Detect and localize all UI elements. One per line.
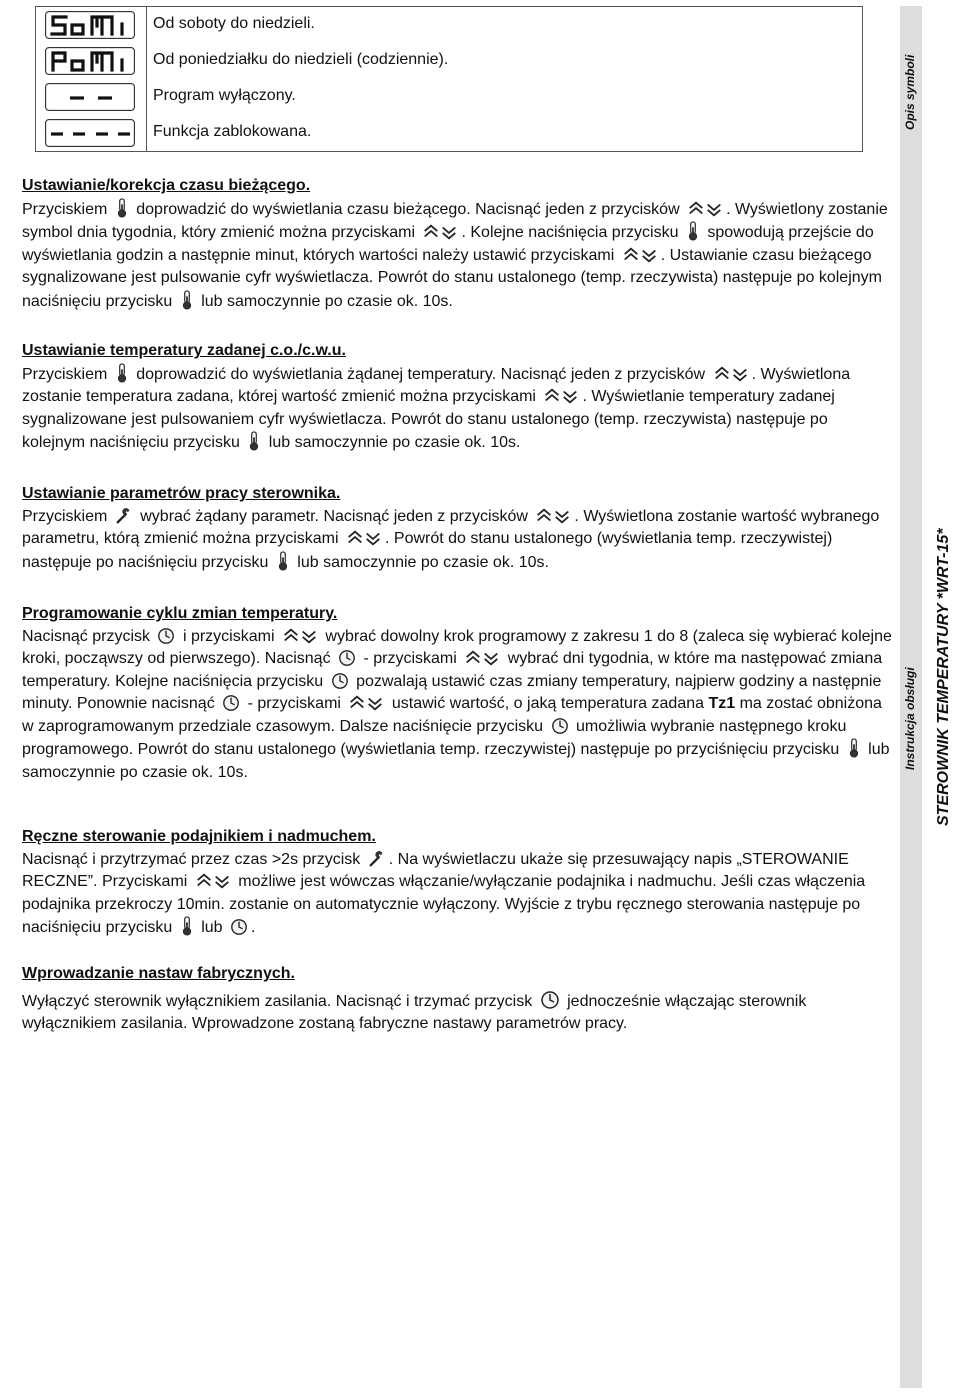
clock-icon (230, 918, 248, 936)
clock-icon (338, 649, 356, 667)
text: . Powrót do stanu ustalonego (wyświetlania temp. rzeczywistej) następuje po naciśnięciu przycisku (22, 530, 833, 571)
lcd-poni-display (45, 47, 135, 75)
text: lub samoczynnie po czasie ok. 10s. (22, 741, 890, 781)
lcd-dash-display (45, 83, 135, 111)
text: Przyciskiem (22, 507, 108, 525)
text: spowodują przejście do wyświetlania godzin a następnie minut, których wartości należy ustawić przyciskami (22, 224, 874, 264)
text: doprowadzić do wyświetlania żądanej temperatury. Nacisnąć jeden z przycisków (136, 365, 706, 383)
text: ma zostać obniżona w zaprogramowanym przedziale czasowym. Dalsze naciśnięcie przycisku (22, 695, 882, 735)
symbol-description: Program wyłączony. (153, 87, 296, 104)
text: . Wyświetlony zostanie symbol dnia tygodnia, który zmienić można przyciskami (22, 200, 888, 241)
symbol-description: Od poniedziałku do niedzieli (codziennie). (153, 51, 449, 68)
up-down-arrows-icon (282, 627, 318, 645)
wrench-icon (115, 507, 133, 525)
up-down-arrows-icon (422, 223, 458, 241)
lcd-cell (36, 115, 147, 151)
up-down-arrows-icon (346, 529, 382, 547)
text: . Wyświetlanie temperatury zadanej sygnalizowane jest pulsowaniem cyfr wyświetlacza. Powrót do stanu ustalonego (temp. rzeczywista) następuje po kolejnym naciśnięciu przycisku (22, 388, 835, 451)
text: . Na wyświetlaczu ukaże się przesuwający napis „STEROWANIE RECZNE”. Przyciskami (22, 850, 849, 890)
symbol-row (36, 115, 862, 151)
text: wybrać żądany parametr. Nacisnąć jeden z przycisków (140, 507, 528, 525)
manual-label: Instrukcja obsługi (903, 667, 917, 770)
section-label-symbols: Opis symboli (903, 54, 917, 130)
section-title: Wprowadzanie nastaw fabrycznych. (22, 965, 295, 982)
symbol-row (36, 7, 862, 43)
up-down-arrows-icon (464, 649, 500, 667)
up-down-arrows-icon (687, 200, 723, 218)
section-title: Ustawianie/korekcja czasu bieżącego. (22, 177, 311, 194)
section-title: Ustawianie temperatury zadanej c.o./c.w.u. (22, 342, 346, 359)
clock-icon (157, 627, 175, 645)
text: lub samoczynnie po czasie ok. 10s. (201, 292, 453, 310)
thermometer-icon (686, 221, 700, 241)
up-down-arrows-icon (622, 246, 658, 264)
thermometer-icon (847, 738, 861, 758)
text: - przyciskami (363, 650, 457, 667)
text: Przyciskiem (22, 365, 108, 383)
up-down-arrows-icon (348, 694, 384, 712)
thermometer-icon (276, 551, 290, 571)
section-set-temperature (22, 340, 892, 455)
section-title: Ustawianie parametrów pracy sterownika. (22, 485, 341, 502)
clock-icon (222, 694, 240, 712)
text: Nacisnąć i przytrzymać przez czas >2s przycisk (22, 850, 361, 868)
text: . Kolejne naciśnięcia przycisku (461, 224, 679, 241)
text: . Wyświetlona zostanie wartość wybranego parametru, którą zmienić można przyciskami (22, 507, 880, 547)
section-programming (22, 603, 892, 784)
thermometer-icon (115, 198, 129, 218)
lcd-cell (36, 7, 147, 43)
thermometer-icon (180, 290, 194, 310)
section-title: Programowanie cyklu zmian temperatury. (22, 605, 338, 622)
lcd-cell (36, 43, 147, 79)
clock-icon (540, 990, 560, 1010)
symbol-description: Funkcja zablokowana. (153, 123, 312, 140)
thermometer-icon (180, 916, 194, 936)
text: lub (201, 919, 223, 936)
text: i przyciskami (182, 627, 275, 645)
symbol-table (35, 6, 863, 152)
up-down-arrows-icon (195, 872, 231, 890)
section-manual-control (22, 826, 892, 940)
text: lub samoczynnie po czasie ok. 10s. (297, 553, 549, 571)
text: . Ustawianie czasu bieżącego sygnalizowane jest pulsowanie cyfr wyświetlacza. Powrót do stanu ustalonego (temp. rzeczywista) następuje po kolejnym naciśnięciu przycisku (22, 246, 882, 310)
text: umożliwia wybranie następnego kroku programowego. Powrót do stanu ustalonego (wyświetlania temp. rzeczywistej) następuje po przyciśnięciu przycisku (22, 717, 847, 758)
text: doprowadzić do wyświetlania czasu bieżącego. Nacisnąć jeden z przycisków (136, 200, 680, 218)
symbol-row (36, 43, 862, 79)
clock-icon (331, 672, 349, 690)
product-title: STEROWNIK TEMPERATURY *WRT-15* (935, 528, 952, 826)
text: Nacisnąć przycisk (22, 627, 151, 645)
text: Wyłączyć sterownik wyłącznikiem zasilania. Nacisnąć i trzymać przycisk (22, 992, 533, 1010)
text: ustawić wartość, o jaką temperatura zadana (391, 695, 705, 712)
text: możliwe jest wówczas włączanie/wyłączanie podajnika i nadmuchu. Jeśli czas włączenia podajnika przekroczy 10min. zostanie on automatycznie wyłączony. Wyjście z trybu ręcznego sterowania następuje po naciśnięciu przycisku (22, 873, 866, 936)
text: wybrać dowolny krok programowy z zakresu 1 do 8 (zaleca się wybierać kolejne kroki, począwszy od pierwszego). Nacisnąć (22, 627, 892, 667)
text: lub samoczynnie po czasie ok. 10s. (268, 434, 521, 451)
lcd-locked-display (45, 119, 135, 147)
text: wybrać dni tygodnia, w które ma następować zmiana temperatury. Kolejne naciśnięcia przycisku (22, 650, 883, 690)
clock-icon (551, 717, 569, 735)
thermometer-icon (247, 431, 261, 451)
up-down-arrows-icon (535, 507, 571, 525)
up-down-arrows-icon (543, 387, 579, 405)
text: . Wyświetlona zostanie temperatura zadana, której wartość zmienić można przyciskami (22, 365, 851, 405)
section-time-setting (22, 175, 892, 313)
text: jednocześnie włączając sterownik wyłącznikiem zasilania. Wprowadzone zostaną fabryczne nastawy parametrów pracy. (22, 992, 807, 1032)
text: - przyciskami (247, 695, 341, 712)
text: Przyciskiem (22, 200, 108, 218)
lcd-cell (36, 79, 147, 115)
section-title: Ręczne sterowanie podajnikiem i nadmuchem. (22, 828, 376, 845)
text: pozwalają ustawić czas zmiany temperatury, najpierw godziny a następnie minuty. Ponownie nacisnąć (22, 672, 882, 712)
section-parameters (22, 483, 892, 574)
section-factory-reset (22, 963, 892, 1036)
thermometer-icon (115, 363, 129, 383)
wrench-icon (368, 850, 386, 868)
symbol-description: Od soboty do niedzieli. (153, 15, 315, 32)
symbol-row (36, 79, 862, 115)
text: . (251, 919, 256, 936)
up-down-arrows-icon (713, 365, 749, 383)
zone-label: Tz1 (708, 695, 736, 712)
lcd-soni-display (45, 11, 135, 39)
